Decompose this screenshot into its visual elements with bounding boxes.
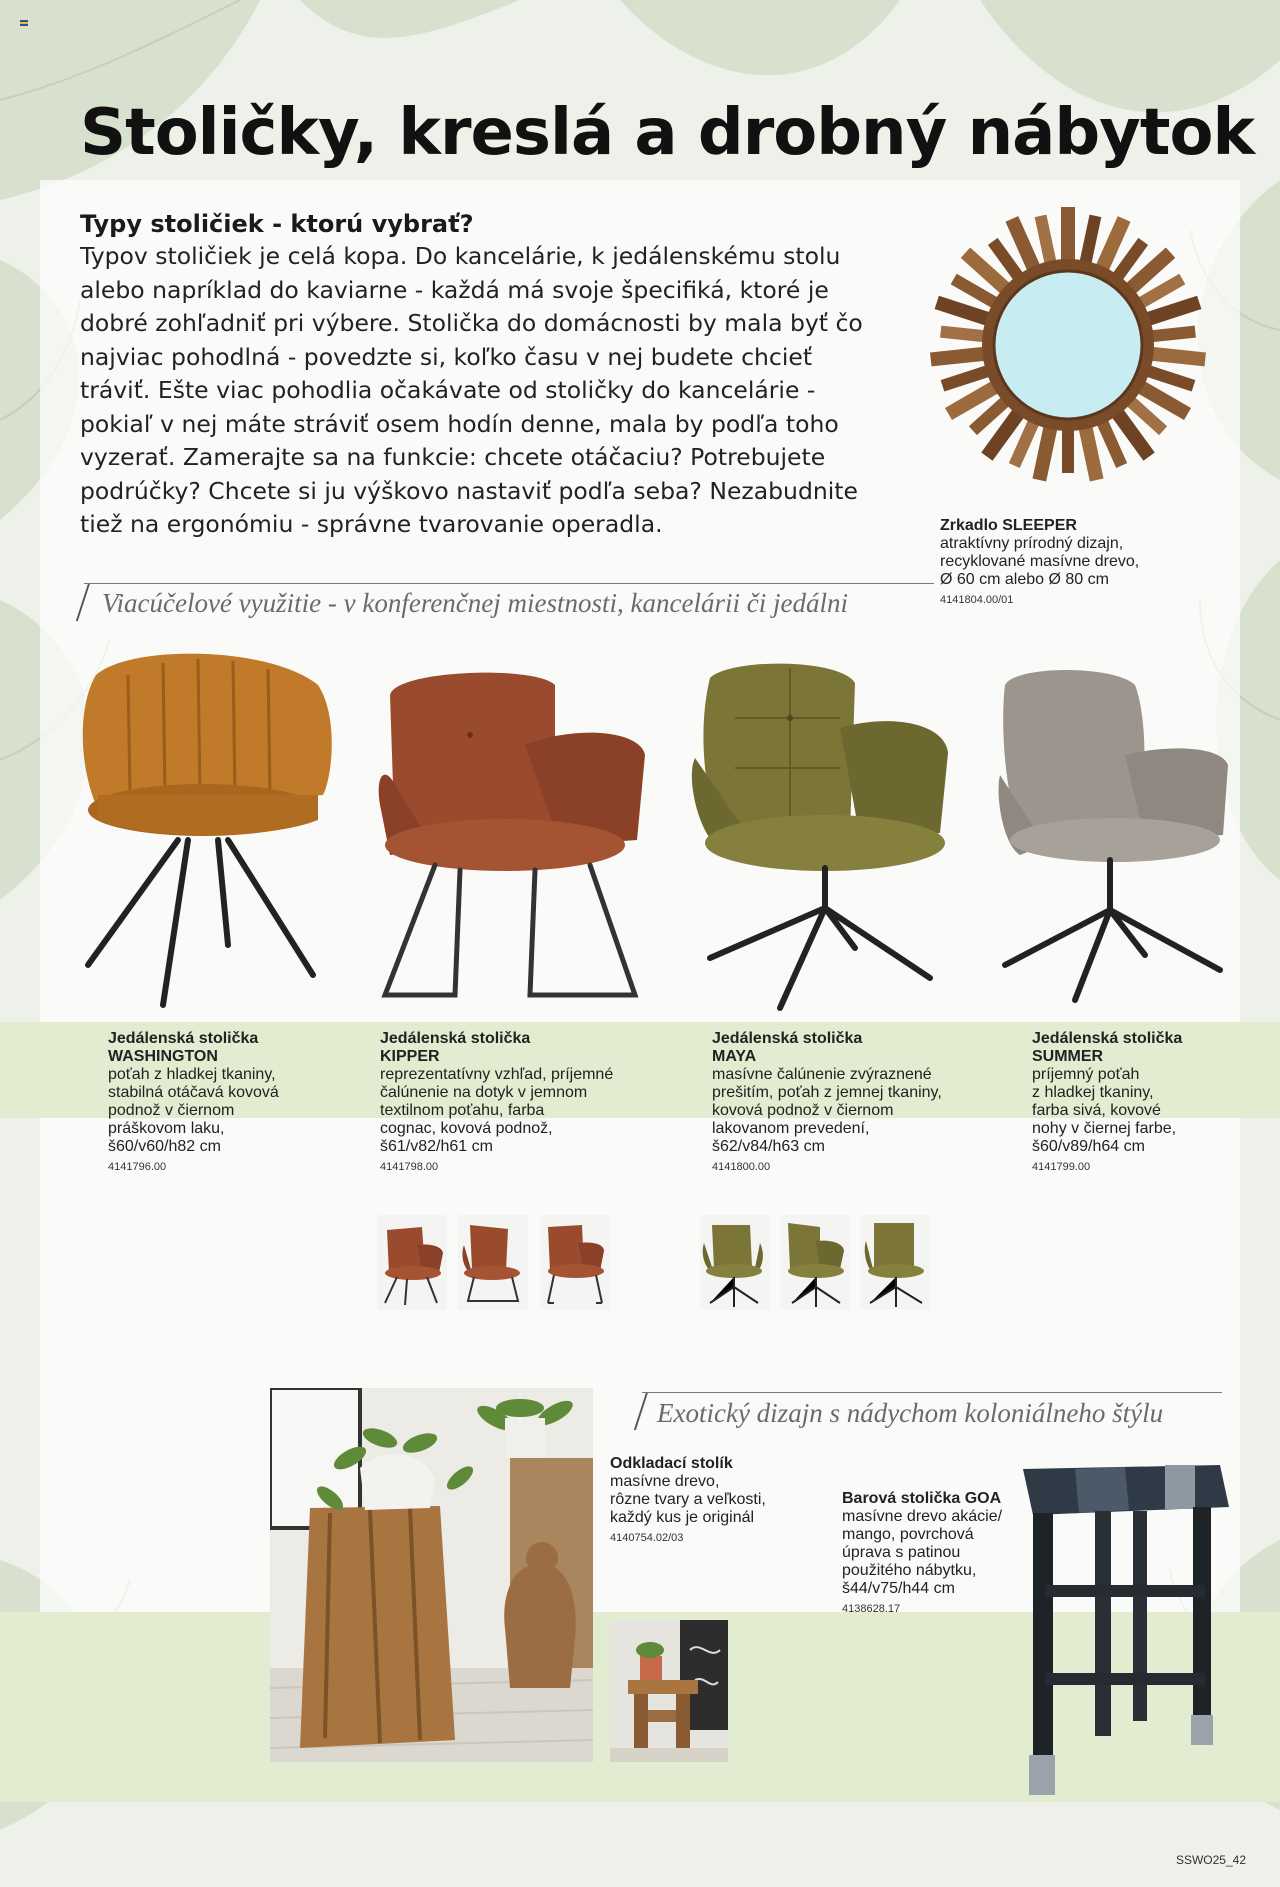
chair-kipper-image [375,665,645,1010]
section1-rule [84,583,934,584]
intro-text: Typov stoličiek je celá kopa. Do kancelárie, k jedálenskému stolu alebo napríklad do kaviarne - každá má svoje špecifiká, ktoré je dobré zohľadniť pri výbere. Stolička do domácnosti by mala byť čo najviac pohodlná - povedzte si, koľko času v nej budete chcieť tráviť. Ešte viac pohodlia očakávate od stoličky do kancelárie - pokiaľ v nej máte stráviť osem hodín denne, mala by podľa toho vyzerať. Zamerajte sa na funkcie: chcete otáčaciu? Potrebujete podrúčky? Chcete si ju výškovo nastaviť podľa seba? Nezabudnite tiež na ergonómiu - správne tvarovanie operadla. [80,242,863,538]
maya-thumbnail-2 [780,1215,850,1310]
chair-washington-image [68,645,338,1010]
bar-stool-name: Barová stolička GOA [842,1490,1002,1507]
chair-code: 4141800.00 [712,1161,771,1173]
mirror-description: atraktívny prírodný dizajn, recyklované masívne drevo, Ø 60 cm alebo Ø 80 cm [940,535,1140,588]
section1-heading: Viacúčelové využitie - v konferenčnej miestnosti, kancelárii či jedálni [102,588,848,618]
intro-heading: Typy stoličiek - ktorú vybrať? [80,210,474,238]
language-flag-icon [20,20,28,26]
kipper-thumbnail-2 [458,1215,528,1310]
chair-description: masívne čalúnenie zvýraznené prešitím, poťah z jemnej tkaniny, kovová podnož v čiernom lakovanom prevedení, š62/v84/h63 cm [712,1066,942,1155]
side-table-name: Odkladací stolík [610,1455,733,1472]
chair-description: poťah z hladkej tkaniny, stabilná otáčavá kovová podnož v čiernom práškovom laku, š60/v60/h82 cm [108,1066,279,1155]
chair-name: MAYA [712,1048,757,1065]
chair-summer-image [995,665,1235,1005]
chair-name: WASHINGTON [108,1048,218,1065]
bar-stool-description: masívne drevo akácie/ mango, povrchová úprava s patinou použitého nábytku, š44/v75/h44 cm [842,1508,1003,1597]
kipper-thumbnail-1 [377,1215,447,1310]
section2-heading: Exotický dizajn s nádychom koloniálneho štýlu [657,1398,1164,1428]
chair-name: KIPPER [380,1048,440,1065]
page-number: SSWO25_42 [1175,1853,1246,1867]
chair-description: príjemný poťah z hladkej tkaniny, farba sivá, kovové nohy v čiernej farbe, š60/v89/h64 cm [1032,1066,1177,1155]
mirror-image [928,205,1208,485]
kipper-thumbnail-3 [540,1215,610,1310]
bar-stool-caption [842,1490,1042,1618]
chair-caption-washington [108,1030,338,1176]
side-table-caption [610,1455,830,1547]
page-title: Stoličky, kreslá a drobný nábytok [80,96,1254,170]
maya-thumbnail-3 [860,1215,930,1310]
chair-code: 4141799.00 [1032,1161,1091,1173]
chair-caption-maya [712,1030,992,1176]
chair-type: Jedálenská stolička [108,1030,259,1047]
section2-rule [642,1392,1222,1393]
mirror-name: Zrkadlo SLEEPER [940,517,1077,534]
chair-caption-summer [1032,1030,1232,1176]
chair-type: Jedálenská stolička [712,1030,863,1047]
maya-thumbnail-1 [700,1215,770,1310]
side-table-photo [270,1388,593,1762]
chair-caption-kipper [380,1030,660,1176]
intro-block [80,210,870,542]
side-table-thumbnail [610,1620,728,1762]
chair-code: 4141796.00 [108,1161,167,1173]
chair-description: reprezentatívny vzhľad, príjemné čalúnenie na dotyk v jemnom textilnom poťahu, farba cognac, kovová podnož, š61/v82/h61 cm [380,1066,614,1155]
chair-type: Jedálenská stolička [1032,1030,1183,1047]
side-table-code: 4140754.02/03 [610,1532,684,1544]
mirror-caption [940,517,1180,609]
chair-name: SUMMER [1032,1048,1104,1065]
bar-stool-code: 4138628.17 [842,1603,901,1615]
side-table-description: masívne drevo, rôzne tvary a veľkosti, každý kus je originál [610,1473,766,1526]
chair-maya-image [690,658,960,1013]
bar-stool-image [1015,1455,1233,1803]
chair-code: 4141798.00 [380,1161,439,1173]
mirror-code: 4141804.00/01 [940,594,1014,606]
chair-type: Jedálenská stolička [380,1030,531,1047]
